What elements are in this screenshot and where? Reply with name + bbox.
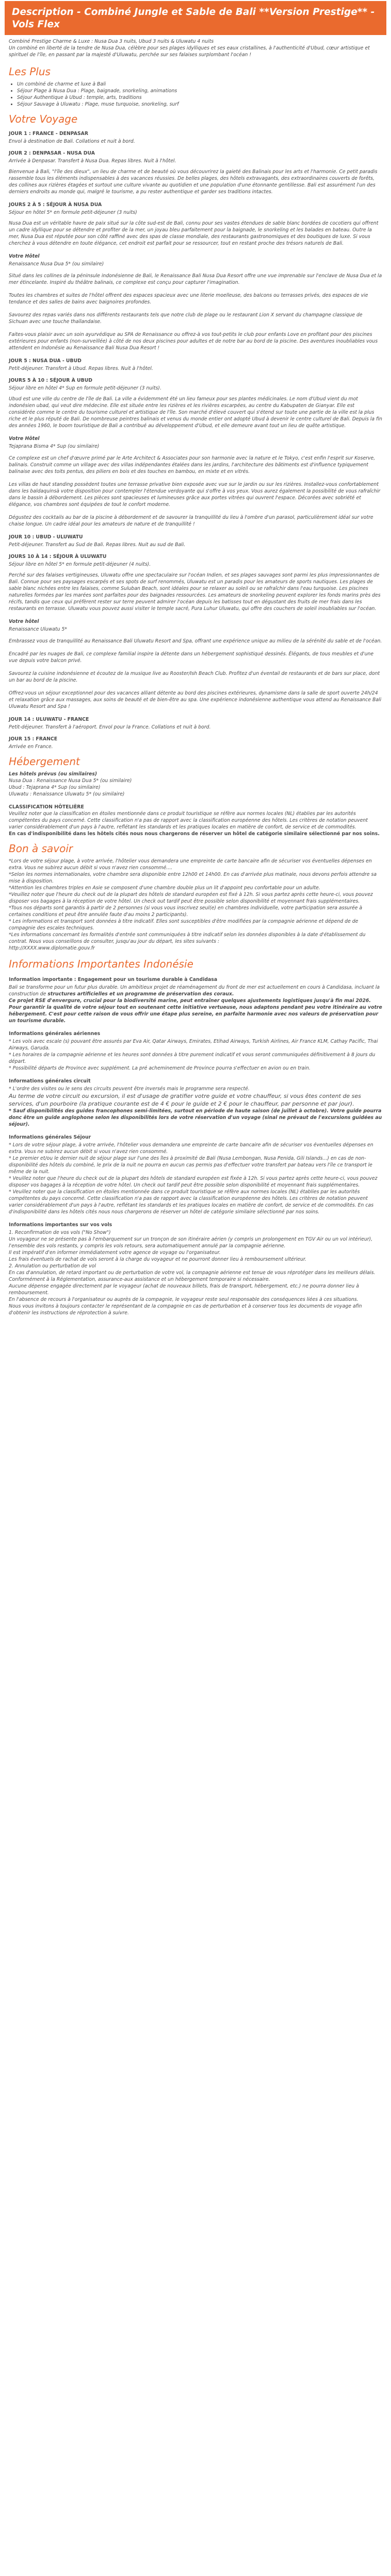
info-heading: Informations générales Séjour [9, 1134, 91, 1140]
day-sub: Arrivée en France. [9, 744, 53, 750]
day-sub: Petit-déjeuner. Transfert au Sud de Bali. Repas libres. Nuit au sud de Bali. [9, 542, 186, 548]
day-sub: Envol à destination de Bali. Collations et nuit à bord. [9, 139, 135, 144]
bon-a-savoir-heading: Bon à savoir [9, 842, 73, 855]
nusa-dua-text: Nusa Dua est un véritable havre de paix situé sur la côte sud-est de Bali, connu pour ses vastes étendues de sable blanc bordées de cocotiers qui offrent un cadre idyllique pour se détendre et profiter de la mer, un joyau bleu parfaitement pour la baignade, le snorkeling et les balades en bateau. Outre la mer, Nusa Dua est réputée pour son côté raffiné avec des spas de classe mondiale, des restaurants gastronomiques et des boutiques de luxe. Si vous cherchez à vous détendre en toute élégance, cet endroit est parfait pour se ressourcer, tout en restant proche des trésors naturels de Bali. [9, 221, 379, 246]
hotel-text: Encadré par les nuages de Bali, ce complexe familial inspire la détente dans un hébergement sophistiqué dessinés. Élégants, de tous meubles et d'une vue depuis votre balcon privé. [9, 651, 374, 664]
plus-item: • Séjour Sauvage à Uluwatu : Plage, muse turquoise, snorkeling, surf [17, 101, 382, 108]
classification-text: Veuillez noter que la classification en étoiles mentionnée dans ce produit touristique se réfère aux normes locales (NL) établies par les autorités compétentes du pays concerné. Cette classification n'a pas de rapport avec la classification européenne des hôtels. Les critères de notation peuvent varier considérablement d'un pays à l'autre, reflétant les standards et les pratiques locales en matière de confort, de service et de commodités. [9, 811, 368, 830]
plus-item: • Un combiné de charme et luxe à Bali [17, 81, 382, 88]
day-sub: Petit-déjeuner. Transfert à Ubud. Repas libres. Nuit à l'hôtel. [9, 366, 153, 371]
day-title: JOUR 2 : DENPASAR - NUSA DUA [9, 150, 95, 156]
plus-list [17, 81, 382, 108]
bienvenue-text: Bienvenue à Bali, "l'île des dieux", un lieu de charme et de beauté où vous découvrirez la gaieté des Balinais pour les arts et l'harmonie. Ce petit paradis rassemble tous les éléments indispensables à des vacances réussies. De belles plages, des hôtels extravagants, des extraordinaires couverts de forêts, des collines aux rizières étagées et surtout une culture vivante au quotidien et une population d'une étonnante gentillesse. Bali est assurément l'un des derniers endroits au monde qui, malgré le tourisme, a pu rester authentique et garder ses traditions intactes. [9, 169, 378, 195]
day-title: JOURS 5 À 10 : SÉJOUR À UBUD [9, 378, 92, 383]
info-text: * L'ordre des visites ou le sens des circuits peuvent être inversés mais le programme sera respecté. [9, 1086, 250, 1092]
page [5, 1, 386, 1333]
hotel-text: Embrassez vous de tranquillité au Renaissance Bali Uluwatu Resort and Spa, offrant une expérience unique au milieu de la sérénité du sable et de l'océan. [9, 638, 382, 644]
plus-section [5, 81, 386, 108]
info-text-bold: structures artificielles et un programme de préservation des coraux. [47, 991, 234, 997]
info-heading: Informations générales aériennes [9, 1031, 101, 1037]
hotel-name: Renaissance Uluwatu 5* [9, 626, 68, 632]
classification-note: En cas d'indisponibilité dans les hôtels cités nous nous chargerons de réserver un hôtel de catégorie similaire sélectionné par nos soins. [9, 831, 380, 837]
hotel-heading: Votre Hôtel [9, 253, 40, 259]
day-title: JOURS 2 À 5 : SÉJOUR À NUSA DUA [9, 202, 102, 208]
day-title: JOUR 5 : NUSA DUA - UBUD [9, 358, 82, 364]
hotel-text: Faites-vous plaisir avec un soin ayurvédique au SPA de Renaissance ou offrez-à vos tout-petits le club pour enfants Love en profitant pour des piscines extérieures pour enfants (non-surveillée) à côté de nos deux piscines pour adultes et de notre bar au bord de la piscine. Des aventures inoubliables vous attendent en Indonésie au Renaissance Bali Nusa Dua Resort ! [9, 332, 378, 351]
intro-text: Combiné Prestige Charme & Luxe : Nusa Dua 3 nuits, Ubud 3 nuits & Uluwatu 4 nuits Un combiné en liberté de la tendre de Nusa Dua, célèbre pour ses plages idylliques et ses eaux cristallines, à l'authenticité d'Ubud, cœur artistique et spirituel de l'île, en passant par la majesté d'Uluwatu, perchée sur ses falaises surplombant l'océan ! [9, 39, 370, 58]
info-text-bold: Ce projet RSE d'envergure, crucial pour la biodiversité marine, peut entraîner quelques ajustements logistiques jusqu'à fin mai 2026. Pour garantir la qualité de votre séjour tout en soutenant cette initiative vertueuse, nous adaptons pendant peu votre itinéraire au votre hébergement. C'est pour cette raison de vous offrir une étape plus sereine, en parfaite harmonie avec nos valeurs de préservation pour un tourisme durable. [9, 998, 382, 1024]
voyage-section [5, 130, 386, 750]
day-sub: Séjour libre en hôtel 5* en formule petit-déjeuner (4 nuits). [9, 562, 151, 567]
hotel-text: Dégustez des cocktails au bar de la piscine à débordement et de savourer la tranquillité du lieu à l'ombre d'un parasol, particulièrement idéal sur votre chaise longue. Un cadre idéal pour les amateurs de nature et de tranquillité ! [9, 515, 373, 527]
classification-heading: CLASSIFICATION HÔTELIÈRE [9, 804, 84, 810]
plus-item: • Séjour Authentique à Ubud : temple, arts, traditions [17, 94, 382, 101]
hotel-line: Uluwatu : Renaissance Uluwatu 5* (ou similaire) [9, 791, 125, 797]
voyage-heading: Votre Voyage [9, 113, 78, 125]
hotel-text: Offrez-vous un séjour exceptionnel pour des vacances alliant détente au bord des piscines extérieures, dynamisme dans la salle de sport ouverte 24h/24 et relaxation grâce aux massages, aux soins de beauté et de bien-être au spa. Une expérience indonésienne authentique vous attend au Renaissance Bali Uluwatu Resort and Spa ! [9, 690, 382, 709]
info-text [9, 984, 382, 1024]
hotel-text: Ce complexe est un chef d'œuvre primé par le Arte Architect & Associates pour son harmonie avec la nature et le Tokyo, c'est enfin l'esprit sur Koserve, balinais. Construit comme un village avec des villas indépendantes étalées dans les jardins, l'architecture des bâtiments est d'influence typiquement balinaise avec des toits pentus, des piliers en bois et des touches en bambou, en mixte et en vitrés. [9, 455, 376, 474]
hotel-text: Les villas de haut standing possèdent toutes une terrasse privative bien exposée avec vue sur le jardin ou sur les rizières. Installez-vous confortablement dans les baldaquinsà votre disposition pour contempler l'étendue verdoyante qui s'offre à vos yeux. Vous aurez également la possibilité de vous rafraîchir dans le bassin à débordement. Les pièces sont spacieuses et lumineuses grâce aux portes vitrées qui ouvrent l'espace. Décorées avec sobriété et élégance, vos chambres sont équipées de tout le confort moderne. [9, 482, 381, 507]
info-heading: Informations générales circuit [9, 1078, 91, 1084]
hotel-text: Situé dans les collines de la péninsule indonésienne de Bali, le Renaissance Bali Nusa Dua Resort offre une vue imprenable sur l'enclave de Nusa Dua et la mer étincelante. Inspiré du théâtre balinais, ce complexe est conçu pour capturer l'imagination. [9, 273, 382, 285]
page-title: Description - Combiné Jungle et Sable de Bali **Version Prestige** - Vols Flex [5, 1, 386, 35]
info-text-part: Bali se transforme pour un futur plus durable. Un ambitieux projet de réaménagement du front de mer est actuellement en cours à Candidasa, incluant la construction de [9, 985, 380, 997]
hotel-text: Savourez la cuisine indonésienne et écoutez de la musique live au Rooster/Ish Beach Club. Profitez d'un éventail de restaurants et de bars sur place, dont un bar au bord de la piscine. [9, 671, 380, 683]
hotel-name: Tejaprana Bisma 4* Sup (ou similaire) [9, 444, 100, 449]
info-text: 1. Reconfirmation de vos vols ("No Show") Un voyageur ne se présente pas à l'embarquement sur un tronçon de son itinéraire aérien (y compris un prolongement en TGV Air ou un vol intérieur), l'ensemble des vols restants, y compris les vols retours, sera automatiquement annulé par la compagnie aérienne. Il est impératif d'en informer immédiatement votre agence de voyage ou l'organisateur. Les frais éventuels de rachat de vols seront à la charge du voyageur et ne pourront donner lieu à remboursement ultérieur. 2. Annulation ou perturbation de vol En cas d'annulation, de retard important ou de perturbation de votre vol, la compagnie aérienne est tenue de vous réprotéger dans les meilleurs délais. Conformément à la Réglementation, assurance-aux assistance et un hébergement temporaire si nécessaire. Aucune dépense engagée directement par le voyageur (achat de nouveaux billets, frais de transport, hébergement, etc.) ne pourra donner lieu à remboursement. En l'absence de recours à l'organisateur ou auprès de la compagnie, le voyageur reste seul responsable des conséquences liées à ces situations. Nous vous invitons à toujours contacter le représentant de la compagnie en cas de perturbation et à conserver tous les documents de voyage afin d'obtenir les instructions de réprotection à suivre. [9, 1230, 376, 1316]
day-sub: Petit-déjeuner. Transfert à l'aéroport. Envol pour la France. Collations et nuit à bord. [9, 724, 211, 730]
hotel-line: Nusa Dua : Renaissance Nusa Dua 5* (ou similaire) [9, 778, 132, 784]
info-text: * Les vols avec escale (s) pouvant être assurés par Eva Air, Qatar Airways, Emirates, Etihad Airways, Turkish Airlines, Air France KLM, Cathay Pacific, Thai Airways, Garuda. * Les horaires de la compagnie aérienne et les heures sont données à titre purement indicatif et vous seront communiquées définitivement à 8 jours du départ. * Possibilité départs de Province avec supplément. La pré acheminement de Province pourra s'effectuer en avion ou en train. [9, 1039, 378, 1071]
hotels-heading: Les hôtels prévus (ou similaires) [9, 771, 97, 777]
day-title: JOURS 10 À 14 : SÉJOUR À ULUWATU [9, 554, 107, 560]
info-heading: Informations importantes sur vos vols [9, 1222, 112, 1228]
info-heading: Information importante : Engagement pour un tourisme durable à Candidasa [9, 977, 218, 982]
infos-section [5, 976, 386, 1316]
bon-a-savoir-section [5, 858, 386, 952]
day-title: JOUR 15 : FRANCE [9, 736, 58, 742]
day-title: JOUR 1 : FRANCE - DENPASAR [9, 131, 89, 137]
hotel-name: Renaissance Nusa Dua 5* (ou similaire) [9, 261, 104, 267]
hotel-heading: Votre hôtel [9, 619, 39, 624]
hotel-text: Toutes les chambres et suites de l'hôtel offrent des espaces spacieux avec une literie moelleuse, des balcons ou terrasses privés, des espaces de vie tendance et des salles de bains avec baignoires profondes. [9, 293, 368, 305]
day-sub: Séjour libre en hôtel 4* Sup en formule petit-déjeuner (3 nuits). [9, 385, 161, 391]
day-title: JOUR 14 : ULUWATU - FRANCE [9, 717, 89, 722]
info-text-bold: * Sauf disponibilités des guides francophones semi-limitées, surtout en période de haute saison (de juillet à octobre). Votre guide pourra donc être un guide anglophone selon les disponibilités lors de votre réservation d'un voyage (sinal ne prévaut de l'excursions guidées au séjour). [9, 1108, 382, 1127]
info-text-large: Au terme de votre circuit ou excursion, il est d'usage de gratifier votre guide et votre chauffeur, si vous êtes content de ses services, d'un pourboire (la pratique courante est de 4 € pour le guide et 2 € pour le chauffeur, par personne et par jour). [9, 1093, 361, 1107]
hotel-line: Ubud : Tejaprana 4* Sup (ou similaire) [9, 785, 101, 790]
hebergement-heading: Hébergement [9, 755, 80, 768]
plus-heading: Les Plus [9, 65, 51, 78]
hotel-heading: Votre Hôtel [9, 436, 40, 442]
info-text: * Lors de votre séjour plage, à votre arrivée, l'hôtelier vous demandera une empreinte de carte bancaire afin de sécuriser vos éventuelles dépenses en extra. Vous ne subirez aucun débit si vous n'avez rien consommé. * Le premier et/ou le dernier nuit de séjour plage sur l'une des îles à proximité de Bali (Nusa Lembongan, Nusa Penida, Gili Islands...) en cas de non-disponibilité des hôtels du combiné, le prix de la nuit ne pourra en aucun cas permis pas d'effectuer votre transfert par bateau vers l'île ce transport le même de la nuit. * Veuillez noter que l'heure du check out de la plupart des hôtels de standard européen est fixée à 12h. Si vous partez après cette heure-ci, vous pouvez disposer vos bagages à la réception de votre hôtel. Un check out tardif peut être possible selon disponibilité et moyennant frais supplémentaires. * Veuillez noter que la classification en étoiles mentionnée dans ce produit touristique se réfère aux normes locales (NL) établies par les autorités compétentes du pays concerné. Cette classification n'a pas de rapport avec la classification européenne des hôtels. Les critères de notation peuvent varier considérablement d'un pays à l'autre, reflétant les standards et les pratiques locales en matière de confort, de service et de commodités. En cas d'indisponibilité dans les hôtels cités nous nous chargerons de réserver un hôtel de catégorie similaire sélectionné par nos soins. [9, 1142, 378, 1215]
plus-item: • Séjour Plage à Nusa Dua : Plage, baignade, snorkeling, animations [17, 88, 382, 94]
day-sub: Arrivée à Denpasar. Transfert à Nusa Dua. Repas libres. Nuit à l'hôtel. [9, 158, 176, 164]
day-title: JOUR 10 : UBUD - ULUWATU [9, 534, 83, 540]
day-sub: Séjour en hôtel 5* en formule petit-déjeuner (3 nuits) [9, 210, 137, 215]
ubud-text: Ubud est une ville du centre de l'île de Bali. La ville a évidemment été un lieu fameux pour ses plantes médicinales. Le nom d'Ubud vient du mot indonésien ubad, qui veut dire médecine. Elle est située entre les rizières et les rivières escarpées, au centre du Kabupaten de Gianyar. Elle est considérée comme le centre du tourisme culturel et artistique de l'île. Son marché d'élevé couvert qui s'étend sur toute une partie de la ville est la plus riche et le plus réputé de Bali. De nombreuse peintres balinais et venus du monde entier ont adopté Ubud à devenir le centre culturel de Bali. Depuis la fin des années 1960, le boom touristique de Bali a contribué au développement d'Ubud, et elle demeure avant tout un lieu de quête artistique. [9, 396, 382, 429]
hotel-text: Savourez des repas variés dans nos différents restaurants tels que notre club de plage ou le restaurant Lion X servant du champagne classique de Sichuan avec une touche thaïlandaise. [9, 312, 363, 325]
infos-heading: Informations Importantes Indonésie [9, 958, 193, 970]
bon-a-savoir-text: *Lors de votre séjour plage, à votre arrivée, l'hôtelier vous demandera une empreinte de carte bancaire afin de sécuriser vos éventuelles dépenses en extra. Vous ne subirez aucun débit si vous n'avez rien consommé.... *Selon les normes internationales, votre chambre sera disponible entre 12h00 et 14h00. En cas d'arrivée plus matinale, nous devons perfois attendre sa mise à disposition. *Attention les chambres triples en Asie se composent d'une chambre double plus un lit d'appoint peu confortable pour un adulte. *Veuillez noter que l'heure du check out de la plupart des hôtels de standard européen est fixé à 12h. Si vous partez après cette heure-ci, vous pouvez disposer vos bagages à la réception de votre hôtel. Un check out tardif peut être possible selon disponibilité et moyennant frais supplémentaires. *Tous nos départs sont garantis à partir de 2 personnes (si vous vous inscrivez seul(e) en chambres individuelle, votre participation sera assurée à certaines conditions et peut être annulée faute d'au moins 2 participants). * Les informations et transport sont données à titre indicatif. Elles sont susceptibles d'être modifiées par la compagnie aérienne et dépend de de compagnie des escales techniques. *Les informations concernant les formalités d'entrée sont communiquées à titre indicatif selon les données disponibles à la date d'établissement du contrat. Nous vous conseillons de consulter, jusqu'au jour du départ, les sites suivants : http://XXXX.www.diplomatie.gouv.fr [9, 858, 377, 951]
uluwatu-text: Perché sur des falaises vertigineuses, Uluwatu offre une spectaculaire sur l'océan Indien, et ses plages sauvages sont parmi les plus impressionnantes de Bali. Connue pour ses paysages escarpés et ses spots de surf renommés, Uluwatu est un paradis pour les amateurs de sports nautiques. Les plages de sable blanc nichées entre les falaises, comme Suluban Beach, sont idéales pour se relaxer au soleil ou se rafraîchir dans l'eau turquoise. Les piscines naturelles formées par les marées sont parfaites pour des baignades ressourcées. Les amateurs de snorkeling peuvent explorer les fonds marins près des récifs, tandis que ceux qui préfèrent rester sur terre peuvent admirer l'océan depuis les batisses tout en dégustant des fruits de mer frais dans les restaurants en terrasse. Uluwatu vous pouvez aussi visiter le temple sacré, Pura Luhur Uluwatu, qui offre des couchers de soleil inoubliables sur l'océan. [9, 572, 381, 612]
hebergement-section [5, 771, 386, 837]
